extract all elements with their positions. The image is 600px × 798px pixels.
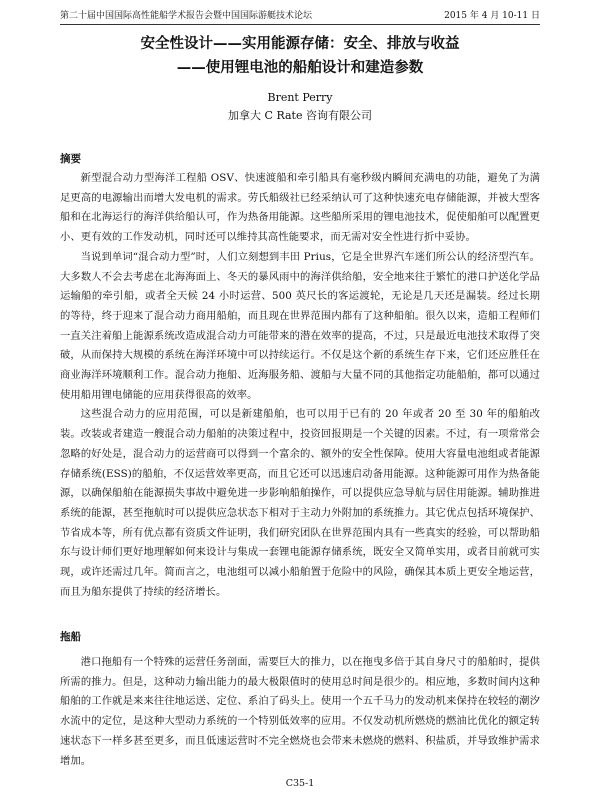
tug-body — [60, 653, 540, 771]
page-number: C35-1 — [285, 778, 315, 789]
tug-heading: 拖船 — [60, 631, 81, 643]
conference-date: 2015 年 4 月 10-11 日 — [444, 11, 540, 21]
title-line-1: 安全性设计——实用能源存储：安全、排放与收益 — [140, 36, 460, 52]
abstract-paragraph-2: 当说到单词“混合动力型”时，人们立刻想到丰田 Prius，它是全世界汽车迷们所公认的经济型汽车。大多数人不会去考虑在北海海面上、冬天的暴风雨中的海洋供给船，安全地来往于繁忙的港口护送化学品运输船的牵引船，或者全天候 24 小时运营、500 英尺长的客运渡轮，无论是几天还是漏装。经过长期的等待，终于迎来了混合动力商用船舶，而且现在世界范围内都有了这种船舶。很久以来，造船工程师们一直关注着船上能源系统改造成混合动力可能带来的潜在效率的提高，不过，只是最近电池技术取得了突破，从而保持大规模的系统在海洋环境中可以持续运行。不仅是这个新的系统生存下来，它们还应胜任在商业海洋环境顺利工作。混合动力拖船、近海服务船、渡船与大量不同的其他指定功能船舶，都可以通过使用船用锂电储能的应用获得很高的效率。 — [60, 250, 540, 401]
abstract-paragraph-3: 这些混合动力的应用范围，可以是新建船舶，也可以用于已有的 20 年或者 20 至 30 年的船舶改装。改装或者建造一艘混合动力船舶的决策过程中，投资回报期是一个关键的因素。不过，有一项常常会忽略的好处是，混合动力的运营商可以得到一个富余的、额外的安全性保障。使用大容量电池组或者能源存储系统(ESS)的船舶，不仅运营效率更高，而且它还可以迅速启动备用能源。这种能源可用作为热备能源，以确保船舶在能源损失事故中避免进一步影响船舶操作，可以提供应急导航与居住用能源。辅助推进系统的能源，甚至拖航时可以提供应急状态下相对于主动力外附加的系统推力。其它优点包括环境保护、节省成本等，所有优点都有资质文件证明，我们研究团队在世界范围内具有一些真实的经验，可以帮助船东与设计师们更好地理解如何来设计与集成一套锂电能源存储系统，既安全又简单实用，或者目前就可实现，或许还需过几年。简而言之，电池组可以减小船舶置于危险中的风险，确保其本质上更安全地运营，而且为船东提供了持续的经济增长。 — [60, 408, 540, 598]
tug-paragraph-1: 港口拖船有一个特殊的运营任务剖面，需要巨大的推力，以在拖曳多倍于其自身尺寸的船舶时，提供所需的推力。但是，这种动力输出能力的最大极限值时的使用总时间是很少的。相应地，多数时间内这种船舶的工作就是来来往往地运送、定位、系泊了码头上。使用一个五千马力的发动机来保持在较轻的潮汐水流中的定位，是这种大型动力系统的一个特别低效率的应用。不仅发动机所燃烧的燃油比优化的额定转速状态下一样多甚至更多，而且低速运营时不完全燃烧也会带来未燃烧的燃料、积盐质，并导致维护需求增加。 — [60, 656, 540, 767]
abstract-paragraph-1: 新型混合动力型海洋工程船 OSV、快速渡船和牵引船具有毫秒级内瞬间充满电的功能，避免了为满足更高的电源输出而增大发电机的需求。劳氏船级社已经采纳认可了这种快速充电存储能源，并被大型客船和在北海运行的海洋供给船认可，作为热备用能源。这些船所采用的锂电池技术，促使船舶可以配置更小、更有效的工作发动机，同时还可以维持其高性能要求，而无需对安全性进行折中妥协。 — [60, 172, 540, 244]
author-name: Brent Perry — [267, 91, 333, 104]
title-block — [60, 32, 540, 124]
title-line-2: ——使用锂电池的船舶设计和建造参数 — [176, 60, 424, 76]
running-header — [60, 8, 540, 25]
conference-name: 第二十届中国国际高性能船学术报告会暨中国国际游艇技术论坛 — [60, 11, 313, 21]
abstract-heading: 摘要 — [60, 153, 81, 165]
abstract-body — [60, 169, 540, 602]
author-affiliation: 加拿大 C Rate 咨询有限公司 — [228, 109, 372, 122]
